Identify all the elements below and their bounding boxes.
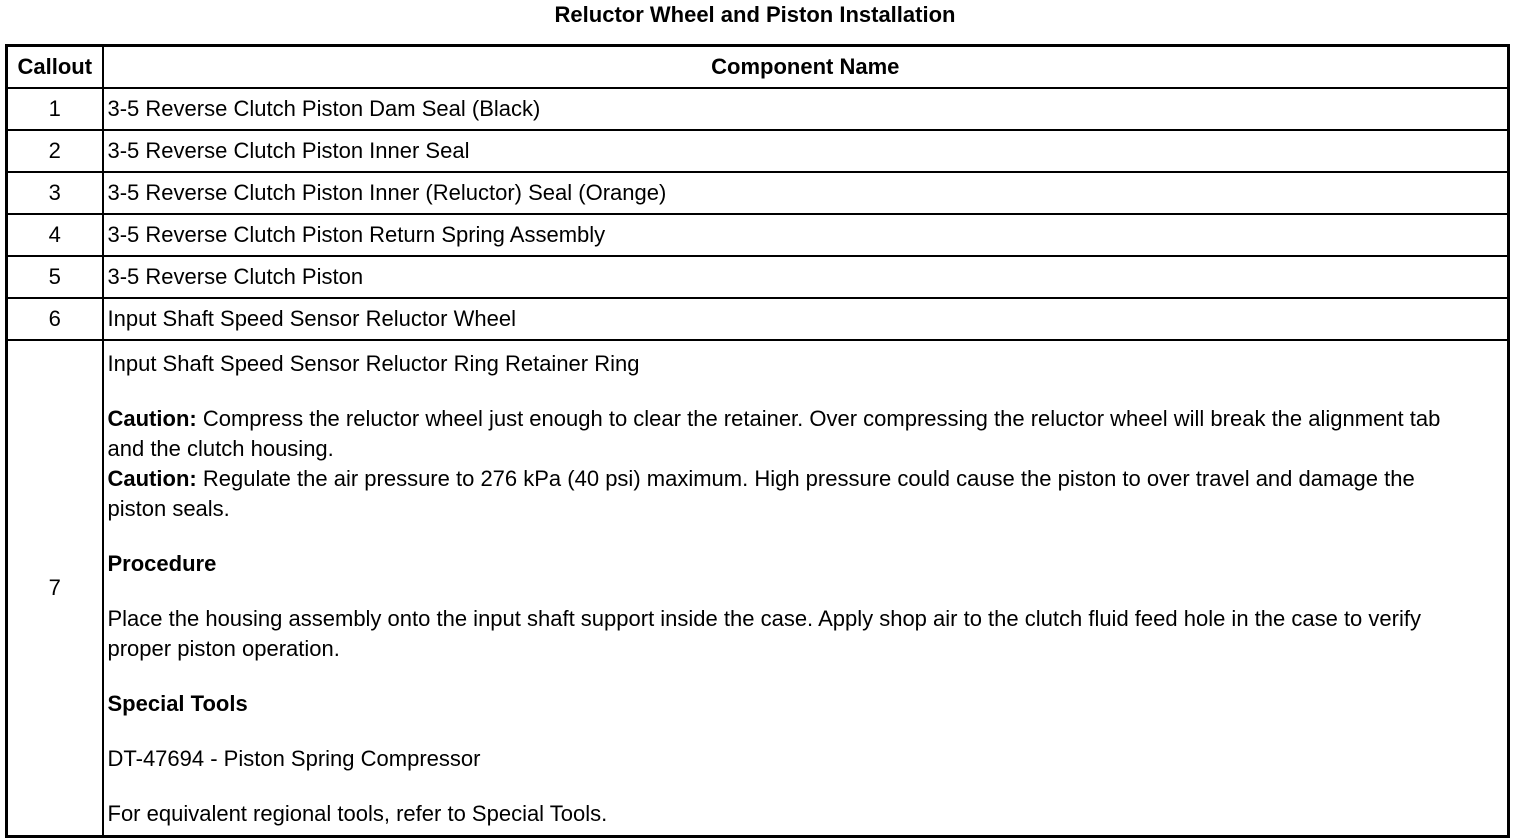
component-name-cell: Input Shaft Speed Sensor Reluctor Wheel	[103, 298, 1509, 340]
callout-cell: 4	[7, 214, 103, 256]
special-tools-heading: Special Tools	[107, 691, 248, 716]
callout-cell: 7	[7, 340, 103, 837]
table-row-detail	[7, 340, 1509, 837]
callout-cell: 1	[7, 88, 103, 130]
procedure-text: Place the housing assembly onto the input shaft support inside the case. Apply shop air to the clutch fluid feed hole in the case to verify proper piston operation.	[107, 606, 1421, 661]
component-name-cell: 3-5 Reverse Clutch Piston	[103, 256, 1509, 298]
table-row	[7, 256, 1509, 298]
table-row	[7, 88, 1509, 130]
callout-cell: 2	[7, 130, 103, 172]
component-detail-cell	[103, 340, 1509, 837]
caution-text-2: Regulate the air pressure to 276 kPa (40 psi) maximum. High pressure could cause the piston to over travel and damage the piston seals.	[107, 466, 1415, 521]
table-row	[7, 172, 1509, 214]
regional-tools-note: For equivalent regional tools, refer to Special Tools.	[107, 801, 608, 826]
component-name-header: Component Name	[103, 46, 1509, 89]
component-name-cell: 3-5 Reverse Clutch Piston Dam Seal (Black)	[103, 88, 1509, 130]
component-table	[5, 44, 1510, 838]
table-header-row	[7, 46, 1509, 89]
special-tool-item: DT-47694 - Piston Spring Compressor	[107, 746, 481, 771]
component-name-cell: 3-5 Reverse Clutch Piston Inner (Reluctor) Seal (Orange)	[103, 172, 1509, 214]
callout-cell: 3	[7, 172, 103, 214]
caution-text-1: Compress the reluctor wheel just enough to clear the retainer. Over compressing the reluctor wheel will break the alignment tab and the clutch housing.	[107, 406, 1441, 461]
procedure-heading: Procedure	[107, 551, 217, 576]
table-row	[7, 214, 1509, 256]
caution-label: Caution	[107, 466, 190, 491]
caution-note-2: Caution: Regulate the air pressure to 276 kPa (40 psi) maximum. High pressure could cause the piston to over travel and damage the piston seals.	[107, 466, 1415, 521]
table-row	[7, 130, 1509, 172]
callout-cell: 6	[7, 298, 103, 340]
component-name-cell: 3-5 Reverse Clutch Piston Return Spring Assembly	[103, 214, 1509, 256]
caution-note-1: Caution: Compress the reluctor wheel just enough to clear the retainer. Over compressing the reluctor wheel will break the alignment tab and the clutch housing.	[107, 406, 1441, 461]
component-name-cell: 3-5 Reverse Clutch Piston Inner Seal	[103, 130, 1509, 172]
document-title: Reluctor Wheel and Piston Installation	[554, 2, 956, 27]
callout-header: Callout	[7, 46, 103, 89]
caution-label: Caution	[107, 406, 190, 431]
component-name-text: Input Shaft Speed Sensor Reluctor Ring Retainer Ring	[107, 351, 640, 376]
table-row	[7, 298, 1509, 340]
callout-cell: 5	[7, 256, 103, 298]
